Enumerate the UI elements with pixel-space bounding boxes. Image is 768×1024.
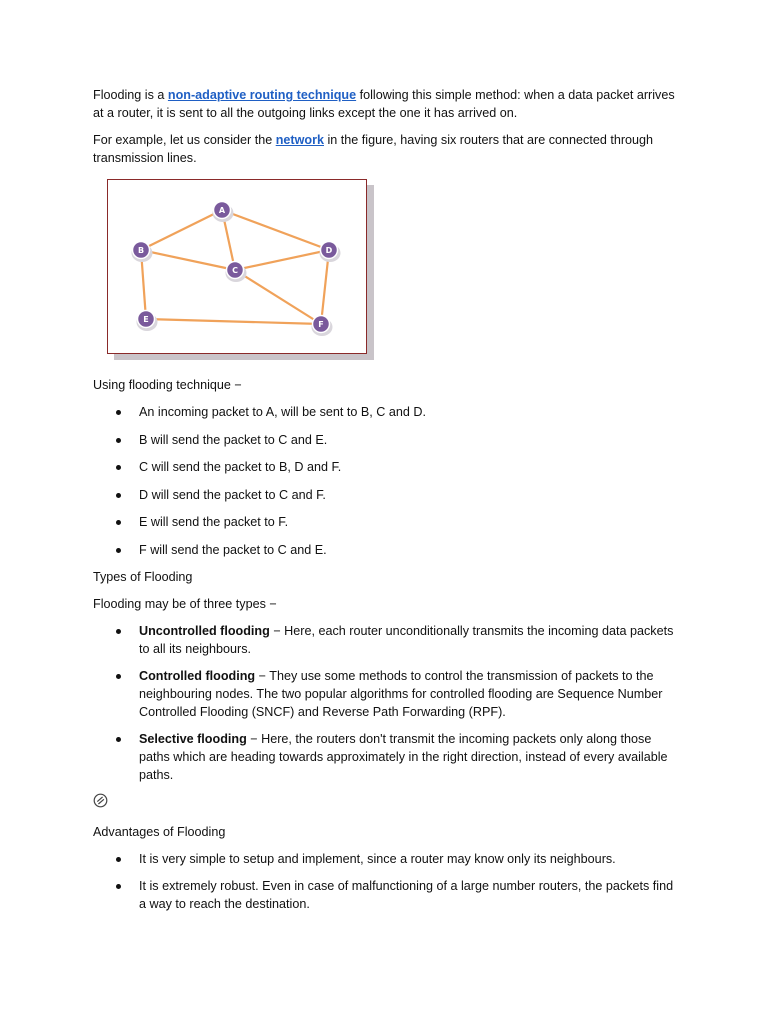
- types-heading: Types of Flooding: [93, 569, 193, 584]
- router-node-d: [320, 242, 341, 263]
- list-item: C will send the packet to B, D and F.: [93, 458, 683, 476]
- router-node-e: [137, 311, 158, 332]
- list-item: [93, 622, 683, 658]
- router-label: A: [218, 206, 226, 215]
- router-node-f: [312, 316, 333, 337]
- intro-text: following this simple method: when a data packet arrives at a router, it is sent to all the outgoing links except the one it has arrived on.: [93, 88, 675, 120]
- intro-text: in the figure, having six routers that are connected through transmission lines.: [93, 133, 654, 165]
- edge-a-b: [141, 210, 222, 250]
- router-label: D: [325, 246, 333, 255]
- edge-b-c: [141, 250, 235, 270]
- using-list: [93, 403, 683, 559]
- using-heading: Using flooding technique −: [93, 378, 242, 392]
- network-figure: [107, 179, 392, 367]
- router-label: B: [137, 246, 145, 255]
- figure-frame: [107, 179, 367, 354]
- non-adaptive-routing-link[interactable]: non-adaptive routing technique: [167, 88, 357, 102]
- edge-a-d: [222, 210, 329, 250]
- inline-icon-row: [93, 793, 683, 813]
- refresh-circle-icon: [93, 793, 108, 808]
- intro-paragraph-2: [93, 131, 683, 167]
- list-item-term: Uncontrolled flooding: [139, 623, 270, 638]
- intro-text: For example, let us consider the: [93, 133, 276, 147]
- list-item: [93, 667, 683, 721]
- types-intro: Flooding may be of three types −: [93, 596, 277, 611]
- list-item-text: − Here, the routers don't transmit the incoming packets only along those paths which are heading towards approximately in the right direction, instead of every available paths.: [139, 731, 668, 782]
- intro-text: Flooding is a: [93, 88, 168, 102]
- list-item: E will send the packet to F.: [93, 513, 683, 531]
- list-item-term: Controlled flooding: [139, 668, 256, 683]
- list-item-text: − They use some methods to control the transmission of packets to the neighbouring nodes. The two popular algorithms for controlled flooding are Sequence Number Controlled Flooding (SNCF) and Reverse Path Forwarding (RPF).: [139, 668, 663, 719]
- network-link[interactable]: network: [275, 133, 324, 147]
- router-label: C: [232, 266, 238, 275]
- router-node-a: [213, 202, 234, 223]
- list-item: B will send the packet to C and E.: [93, 431, 683, 449]
- list-item: D will send the packet to C and F.: [93, 486, 683, 504]
- router-label: F: [318, 320, 324, 329]
- advantages-list: [93, 850, 683, 914]
- router-node-b: [132, 242, 153, 263]
- network-graph: [108, 180, 366, 353]
- list-item: F will send the packet to C and E.: [93, 541, 683, 559]
- list-item: It is very simple to setup and implement, since a router may know only its neighbours.: [93, 850, 683, 868]
- edge-c-f: [235, 270, 321, 324]
- list-item-text: − Here, each router unconditionally transmits the incoming data packets to all its neighbours.: [139, 623, 674, 656]
- router-node-c: [226, 262, 247, 283]
- list-item: It is extremely robust. Even in case of malfunctioning of a large number routers, the packets find a way to reach the destination.: [93, 877, 683, 913]
- list-item-term: Selective flooding: [139, 731, 247, 746]
- list-item: An incoming packet to A, will be sent to B, C and D.: [93, 403, 683, 421]
- router-label: E: [143, 315, 149, 324]
- types-list: [93, 622, 683, 784]
- advantages-heading: Advantages of Flooding: [93, 824, 226, 839]
- edge-c-d: [235, 250, 329, 270]
- document-body: [93, 86, 683, 913]
- list-item: [93, 730, 683, 784]
- edge-e-f: [146, 319, 321, 324]
- intro-paragraph-1: [93, 86, 683, 122]
